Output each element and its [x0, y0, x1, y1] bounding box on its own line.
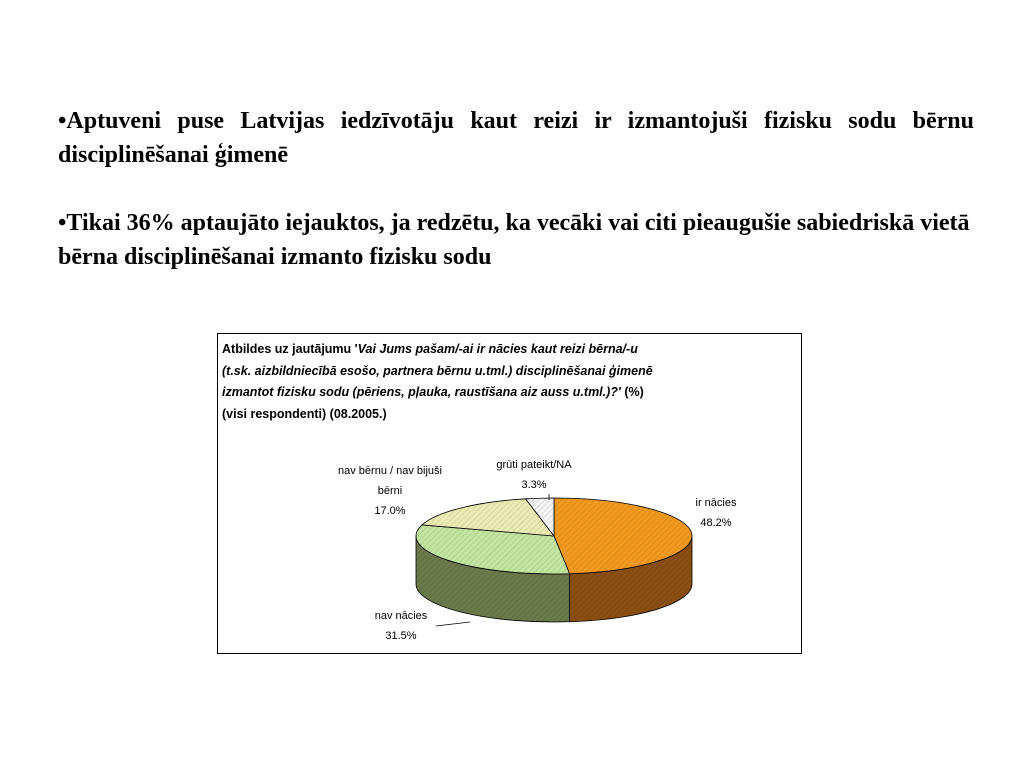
bullet-2-text: Tikai 36% aptaujāto iejauktos, ja redzētu, ka vecāki vai citi pieaugušie sabiedriskā vietā bērna disciplinēšanai izmanto fizisku sodu — [58, 210, 970, 270]
slice-category-label: grūti pateikt/NA — [496, 459, 572, 471]
chart-title-line-3: izmantot fizisku sodu (pēriens, pļauka, raustīšana aiz auss u.tml.)?' (%) — [222, 385, 644, 399]
slice-value-label: 31.5% — [385, 630, 417, 642]
bullet-1 — [58, 104, 974, 172]
chart-title-line-2: (t.sk. aizbildniecībā esošo, partnera bērnu u.tml.) disciplinēšanai ģimenē — [222, 363, 653, 378]
slice-value-label: 3.3% — [521, 479, 547, 491]
slice-value-label: 17.0% — [374, 505, 406, 517]
slice-category-label: nav nācies — [374, 610, 428, 622]
bullet-marker: • — [58, 108, 67, 134]
slice-value-label: 48.2% — [700, 517, 732, 529]
bullet-2 — [58, 206, 974, 274]
slice-category-label: bērni — [377, 485, 403, 497]
slice-category-label: ir nācies — [695, 497, 737, 509]
pie-chart — [218, 334, 801, 653]
chart-title-line-1: Atbildes uz jautājumu 'Vai Jums pašam/-ai ir nācies kaut reizi bērna/-u — [222, 342, 638, 356]
bullet-marker: • — [58, 210, 67, 236]
label-leader-line — [436, 622, 470, 626]
chart-frame — [217, 333, 802, 654]
slice-category-label: nav bērnu / nav bijuši — [338, 465, 442, 477]
chart-title-line-4: (visi respondenti) (08.2005.) — [222, 406, 387, 421]
bullet-1-text: Aptuveni puse Latvijas iedzīvotāju kaut reizi ir izmantojuši fizisku sodu bērnu disciplinēšanai ģimenē — [58, 108, 974, 168]
